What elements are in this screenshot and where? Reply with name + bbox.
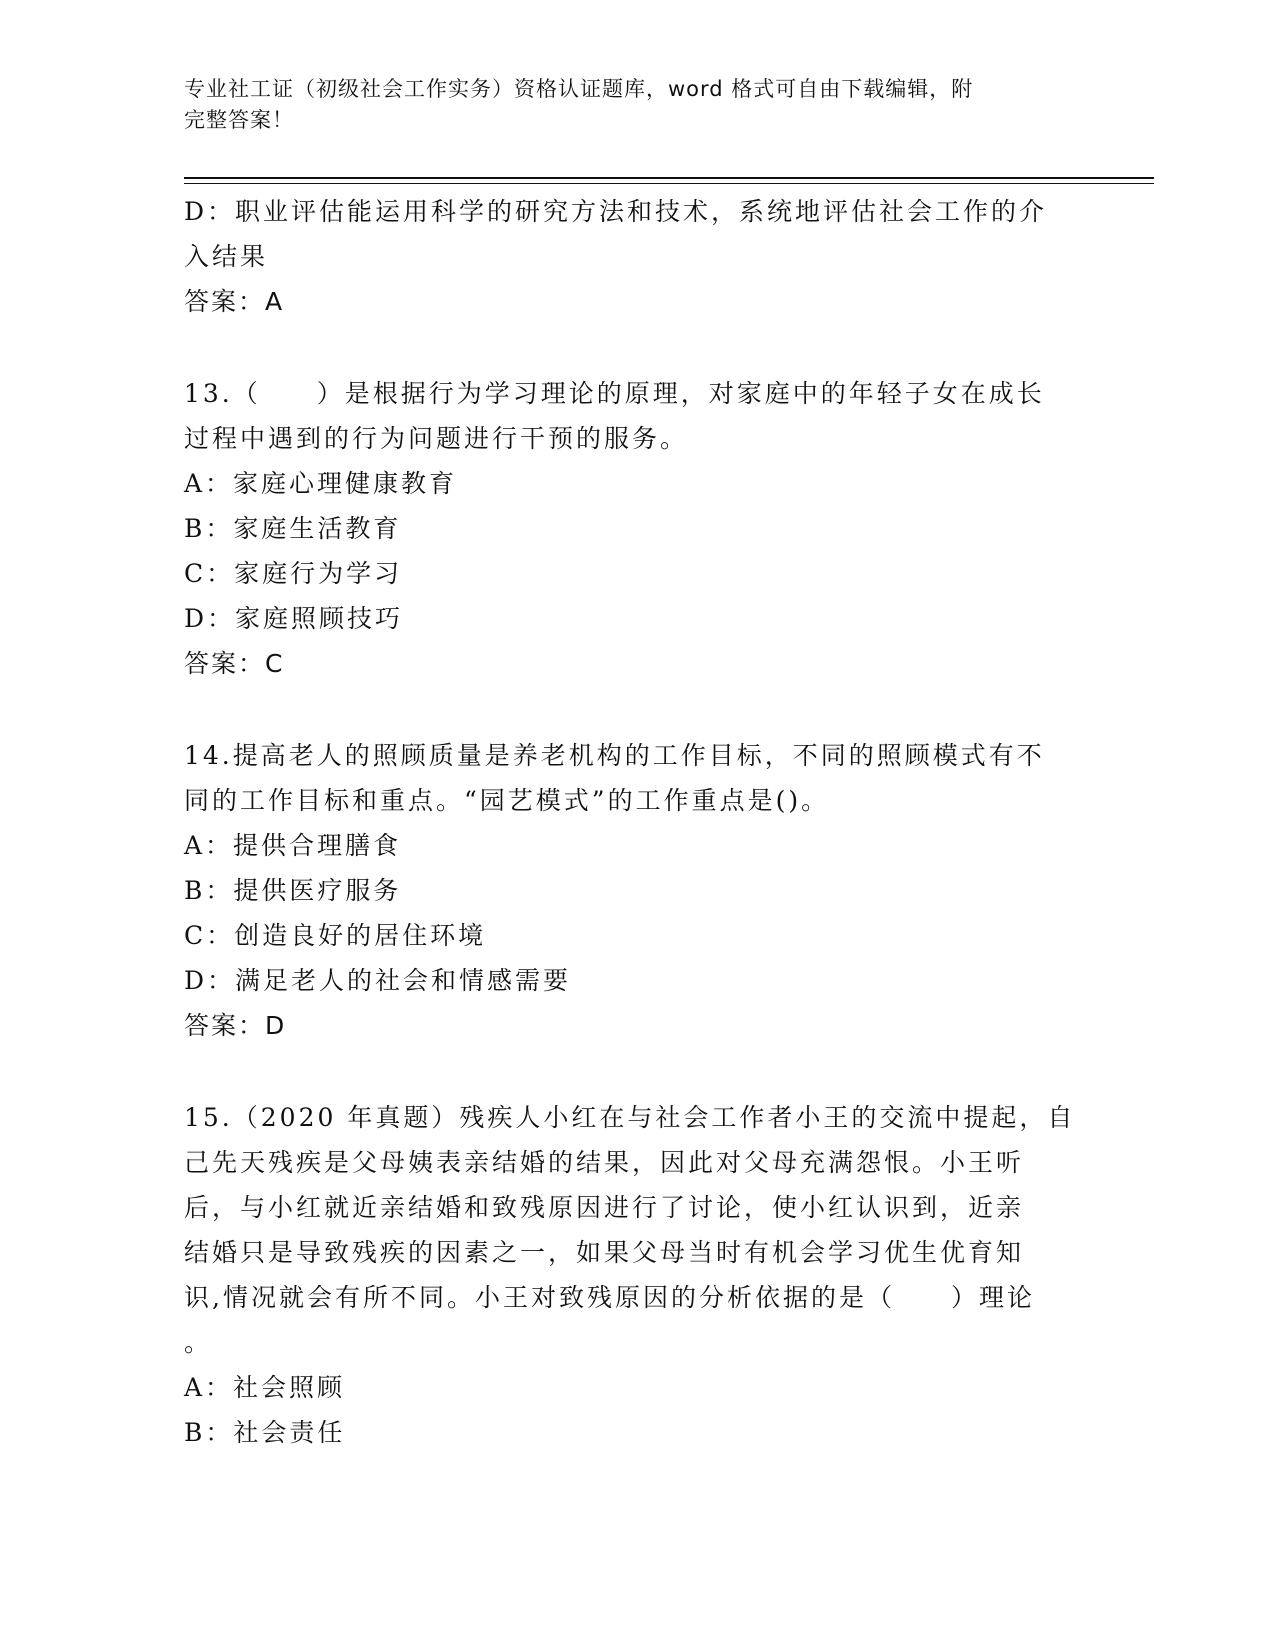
option-b: B：家庭生活教育 bbox=[184, 514, 402, 543]
spacer bbox=[184, 324, 1084, 371]
header-title-line-1: 专业社工证（初级社会工作实务）资格认证题库，word 格式可自由下载编辑，附 bbox=[184, 77, 974, 101]
option-d: D：满足老人的社会和情感需要 bbox=[184, 966, 572, 995]
question-15 bbox=[184, 1095, 1084, 1455]
question-stem-line-5: 识,情况就会有所不同。小王对致残原因的分析依据的是（ ）理论 bbox=[184, 1283, 1035, 1312]
option-a: A：家庭心理健康教育 bbox=[184, 469, 458, 498]
spacer bbox=[184, 686, 1084, 733]
option-d-line-2: 入结果 bbox=[184, 242, 269, 271]
question-12-tail bbox=[184, 189, 1084, 324]
option-d: D：家庭照顾技巧 bbox=[184, 604, 404, 633]
question-stem-line-2: 己先天残疾是父母姨表亲结婚的结果，因此对父母充满怨恨。小王听 bbox=[184, 1148, 1025, 1177]
spacer bbox=[184, 1048, 1084, 1095]
option-c: C：家庭行为学习 bbox=[184, 559, 403, 588]
option-b: B：提供医疗服务 bbox=[184, 876, 402, 905]
header-title-line-2: 完整答案！ bbox=[184, 108, 294, 132]
question-14 bbox=[184, 733, 1084, 1048]
answer-label: 答案：D bbox=[184, 1011, 287, 1040]
question-stem-line-2: 同的工作目标和重点。“园艺模式”的工作重点是()。 bbox=[184, 786, 830, 815]
question-stem-line-6: 。 bbox=[184, 1328, 213, 1357]
option-b: B：社会责任 bbox=[184, 1418, 346, 1447]
question-stem-line-1: 14.提高老人的照顾质量是养老机构的工作目标，不同的照顾模式有不 bbox=[184, 741, 1045, 770]
question-stem-line-4: 结婚只是导致残疾的因素之一，如果父母当时有机会学习优生优育知 bbox=[184, 1238, 1025, 1267]
answer-label: 答案：C bbox=[184, 649, 285, 678]
question-stem-line-3: 后，与小红就近亲结婚和致残原因进行了讨论，使小红认识到，近亲 bbox=[184, 1193, 1025, 1222]
question-stem-line-2: 过程中遇到的行为问题进行干预的服务。 bbox=[184, 424, 689, 453]
header-rule-thin bbox=[184, 183, 1154, 184]
question-content bbox=[184, 189, 1084, 1455]
question-13 bbox=[184, 371, 1084, 686]
question-stem-line-1: 13.（ ）是根据行为学习理论的原理，对家庭中的年轻子女在成长 bbox=[184, 379, 1045, 408]
header-rule-thick bbox=[184, 177, 1154, 179]
answer-label: 答案：A bbox=[184, 287, 285, 316]
option-a: A：提供合理膳食 bbox=[184, 831, 402, 860]
option-d-line-1: D：职业评估能运用科学的研究方法和技术，系统地评估社会工作的介 bbox=[184, 197, 1048, 226]
question-stem-line-1: 15.（2020 年真题）残疾人小红在与社会工作者小王的交流中提起，自 bbox=[184, 1103, 1076, 1132]
page-header bbox=[184, 74, 1064, 136]
option-c: C：创造良好的居住环境 bbox=[184, 921, 487, 950]
option-a: A：社会照顾 bbox=[184, 1373, 346, 1402]
